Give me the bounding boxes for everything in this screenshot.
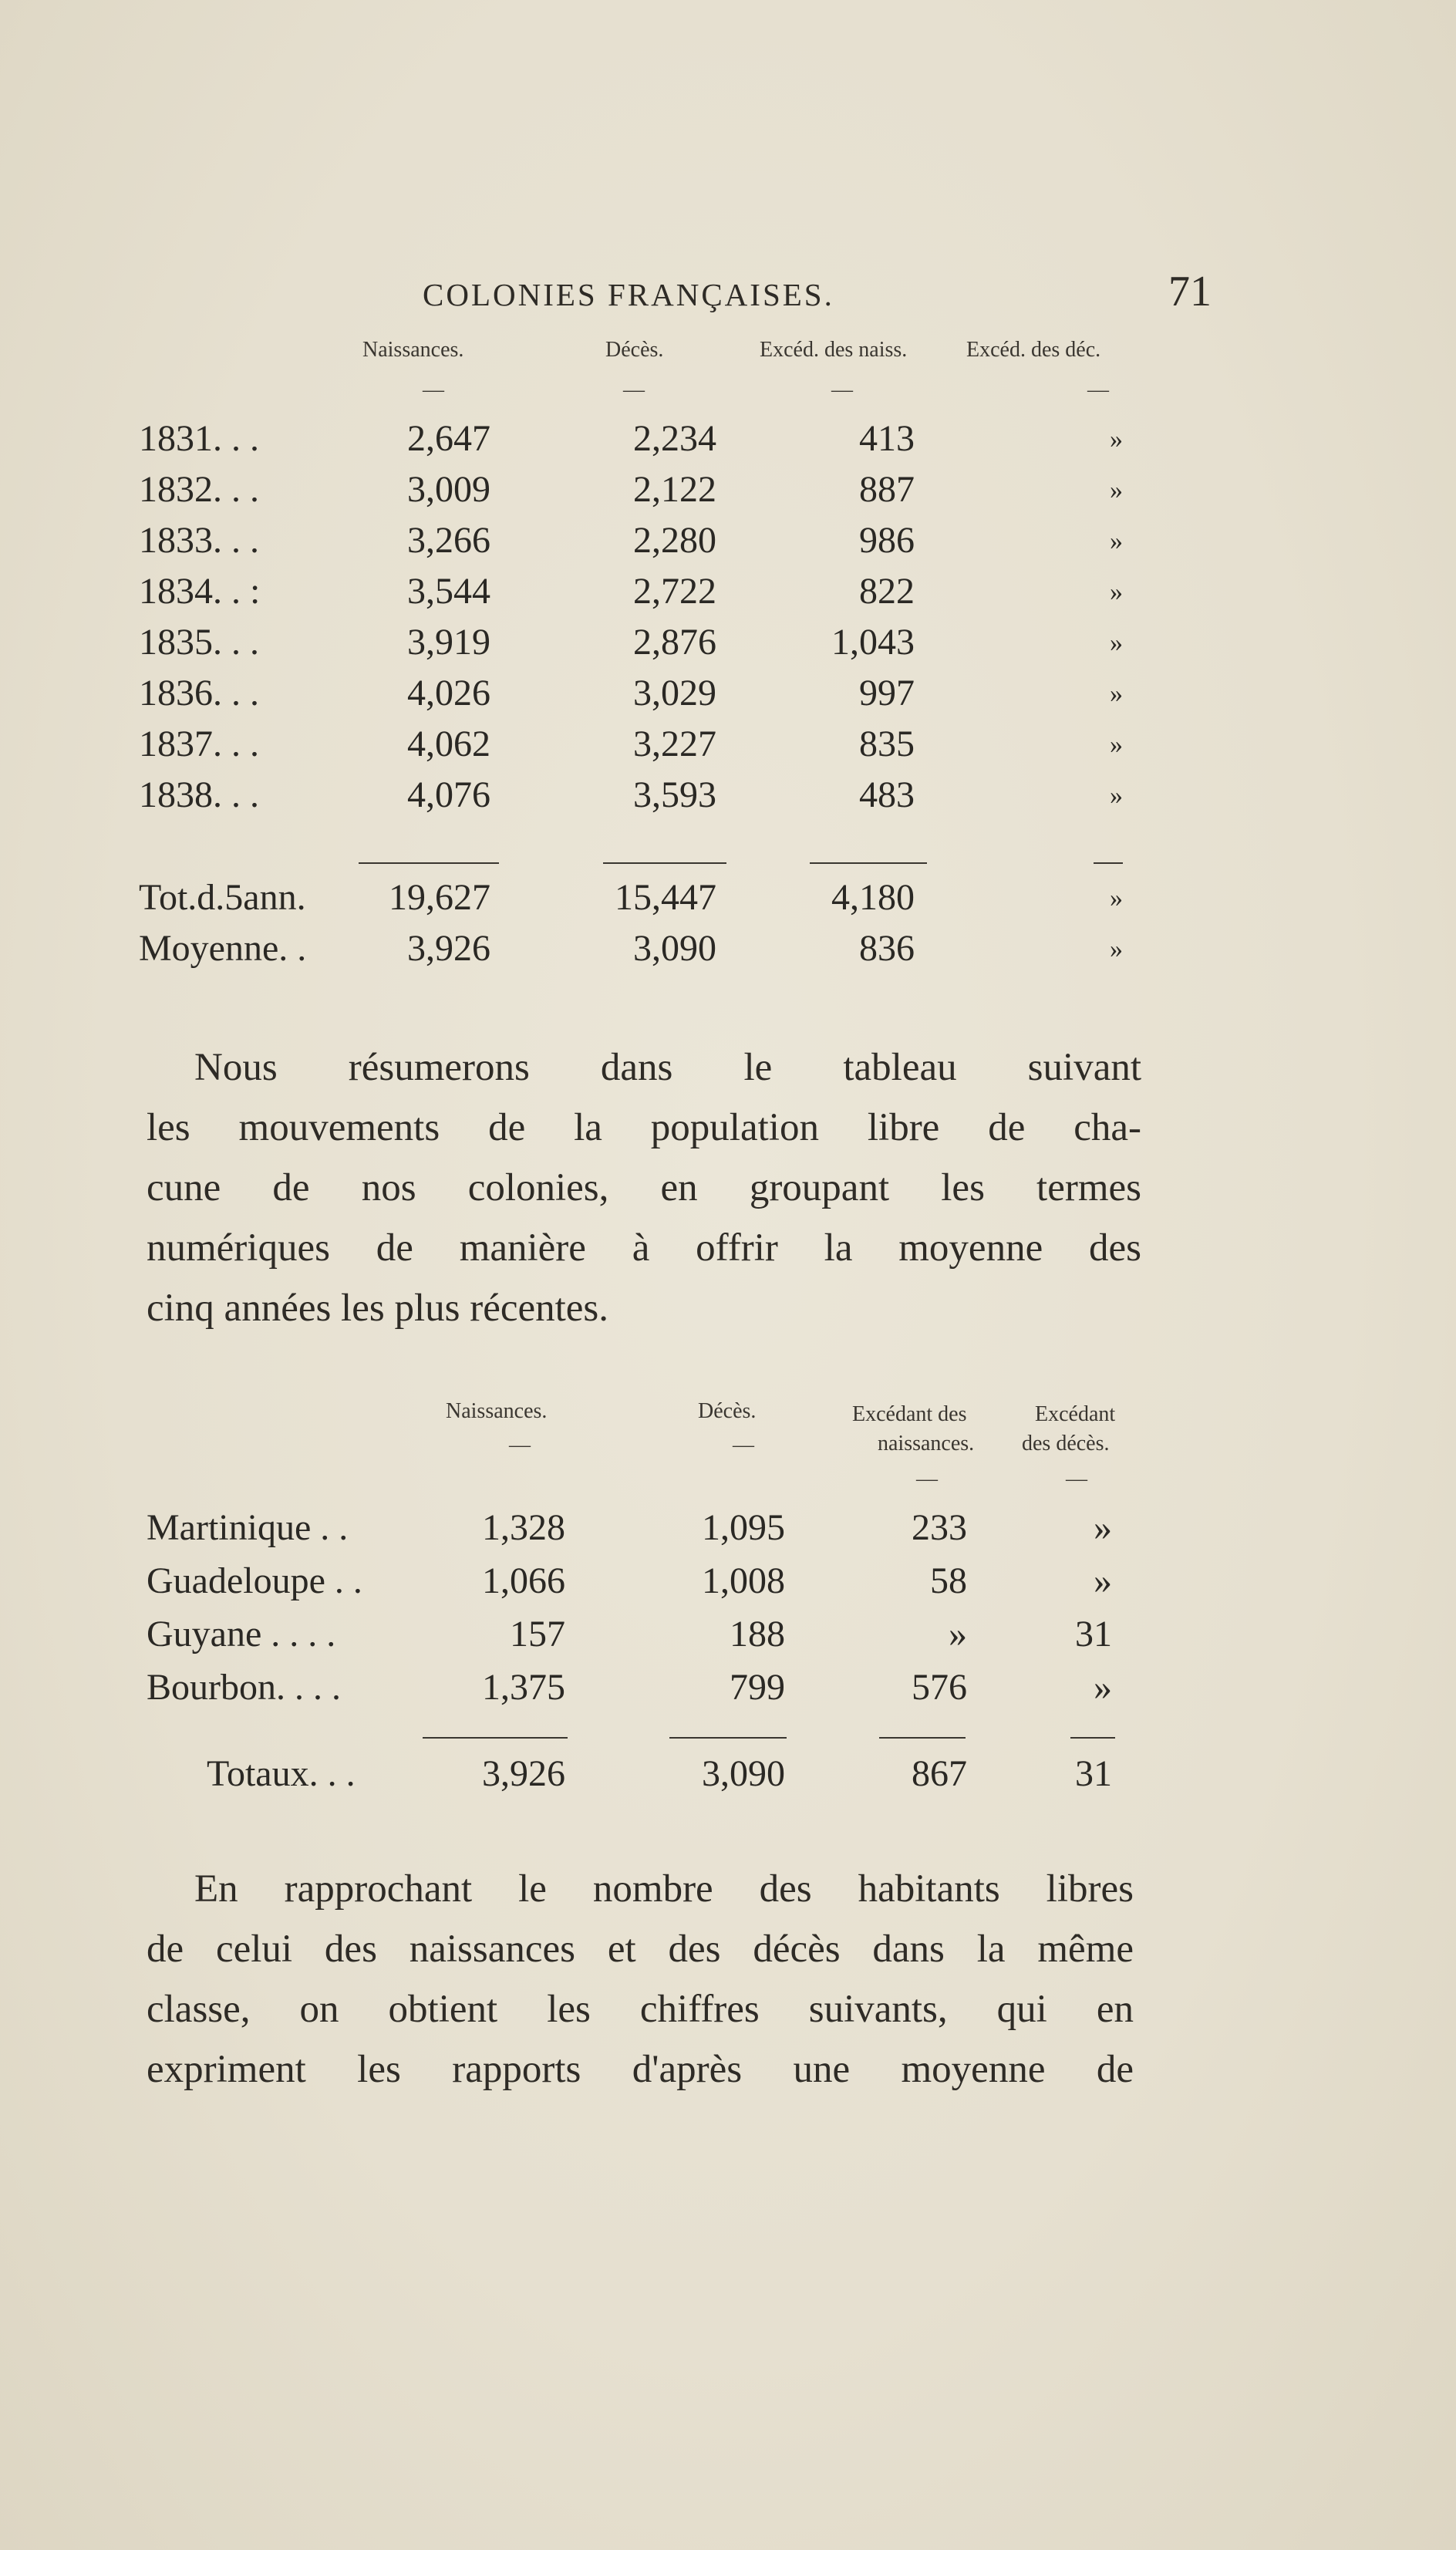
header-excess-deaths: des décès. [1022, 1432, 1110, 1455]
page-number: 71 [1168, 268, 1212, 315]
excess-births-value: 233 [912, 1507, 967, 1548]
row-label: 1836. . . [139, 673, 259, 713]
mean-row [0, 927, 1456, 976]
table-row [0, 468, 1456, 518]
sum-rule [879, 1737, 966, 1739]
header-excess-deaths: Excéd. des déc. [966, 338, 1101, 362]
header-excess-deaths: Excédant [1035, 1402, 1116, 1426]
excess-births-value: 483 [859, 774, 915, 815]
deaths-value: 3,227 [633, 724, 716, 764]
excess-deaths-value: » [1094, 1667, 1112, 1708]
text-line: de celui des naissances et des décès dans la même [147, 1928, 1134, 1971]
excess-deaths-value: » [1110, 680, 1123, 708]
text-line: les mouvements de la population libre de cha- [147, 1106, 1141, 1149]
table-row [0, 1613, 1456, 1662]
text-line: expriment les rapports d'après une moyenne de [147, 2048, 1134, 2091]
births-value: 19,627 [389, 877, 490, 918]
excess-births-value: 4,180 [831, 877, 915, 918]
header-dash: — [509, 1433, 531, 1457]
deaths-value: 3,090 [633, 928, 716, 969]
body-paragraph [147, 1859, 1134, 2100]
deaths-value: 799 [730, 1667, 785, 1708]
table-row [0, 672, 1456, 721]
header-deaths: Décès. [605, 338, 664, 362]
excess-births-value: 822 [859, 571, 915, 612]
deaths-value: 2,722 [633, 571, 716, 612]
sum-rule [359, 862, 499, 864]
deaths-value: 3,593 [633, 774, 716, 815]
text-line: cune de nos colonies, en groupant les termes [147, 1166, 1141, 1209]
excess-deaths-value: » [1110, 629, 1123, 657]
sum-rule [810, 862, 927, 864]
row-label: Guadeloupe . . [147, 1560, 362, 1601]
row-label: 1832. . . [139, 469, 259, 510]
excess-births-value: 986 [859, 520, 915, 561]
table-row [0, 723, 1456, 772]
births-value: 3,266 [407, 520, 490, 561]
deaths-value: 1,008 [702, 1560, 785, 1601]
header-excess-births: naissances. [878, 1432, 975, 1455]
excess-deaths-value: » [1110, 527, 1123, 555]
excess-deaths-value: » [1094, 1507, 1112, 1548]
table-row [0, 417, 1456, 467]
excess-births-value: 887 [859, 469, 915, 510]
births-value: 1,375 [482, 1667, 565, 1708]
header-dash: — [831, 378, 853, 402]
text-line: En rapprochant le nombre des habitants libres [194, 1867, 1134, 1911]
births-value: 4,076 [407, 774, 490, 815]
excess-deaths-value: » [1110, 781, 1123, 810]
table-row [0, 570, 1456, 619]
births-value: 3,926 [407, 928, 490, 969]
births-value: 1,328 [482, 1507, 565, 1548]
excess-births-value: 997 [859, 673, 915, 713]
total-row [0, 876, 1456, 926]
excess-births-value: 413 [859, 418, 915, 459]
excess-births-value: 1,043 [831, 622, 915, 663]
table-row [0, 774, 1456, 823]
header-dash: — [423, 378, 444, 402]
row-label: Bourbon. . . . [147, 1667, 341, 1708]
row-label: 1838. . . [139, 774, 259, 815]
deaths-value: 15,447 [615, 877, 716, 918]
row-label: 1835. . . [139, 622, 259, 663]
excess-deaths-value: » [1110, 935, 1123, 963]
table-row [0, 1560, 1456, 1609]
header-dash: — [733, 1433, 754, 1457]
row-label: 1831. . . [139, 418, 259, 459]
running-title: COLONIES FRANÇAISES. [423, 277, 834, 312]
excess-deaths-value: » [1094, 1560, 1112, 1601]
row-label: Tot.d.5ann. [139, 877, 306, 918]
excess-births-value: 835 [859, 724, 915, 764]
table-row [0, 1666, 1456, 1715]
row-label: Moyenne. . [139, 928, 307, 969]
sum-rule [1070, 1737, 1115, 1739]
header-dash: — [623, 378, 645, 402]
deaths-value: 188 [730, 1614, 785, 1654]
excess-deaths-value: » [1110, 425, 1123, 454]
excess-deaths-value: 31 [1075, 1614, 1112, 1654]
excess-births-value: 58 [930, 1560, 967, 1601]
births-value: 3,926 [482, 1753, 565, 1794]
total-row [0, 1752, 1456, 1802]
excess-deaths-value: » [1110, 884, 1123, 912]
text-line: classe, on obtient les chiffres suivants, qui en [147, 1988, 1134, 2031]
births-value: 3,544 [407, 571, 490, 612]
text-line: cinq années les plus récentes. [147, 1287, 609, 1330]
header-excess-births: Excédant des [852, 1402, 967, 1426]
row-label: 1833. . . [139, 520, 259, 561]
births-value: 4,026 [407, 673, 490, 713]
header-dash: — [916, 1467, 938, 1491]
excess-births-value: 576 [912, 1667, 967, 1708]
header-deaths: Décès. [698, 1399, 757, 1423]
row-label: Martinique . . [147, 1507, 349, 1548]
row-label: Totaux. . . [207, 1753, 356, 1794]
sum-rule [1094, 862, 1123, 864]
deaths-value: 3,090 [702, 1753, 785, 1794]
excess-deaths-value: » [1110, 730, 1123, 759]
body-paragraph [147, 1037, 1141, 1338]
births-value: 4,062 [407, 724, 490, 764]
row-label: 1834. . : [139, 571, 261, 612]
deaths-value: 3,029 [633, 673, 716, 713]
births-value: 3,919 [407, 622, 490, 663]
text-line: numériques de manière à offrir la moyenne des [147, 1226, 1141, 1270]
births-value: 2,647 [407, 418, 490, 459]
excess-births-value: 867 [912, 1753, 967, 1794]
row-label: 1837. . . [139, 724, 259, 764]
header-dash: — [1087, 378, 1109, 402]
deaths-value: 2,122 [633, 469, 716, 510]
sum-rule [603, 862, 726, 864]
excess-births-value: » [949, 1614, 967, 1654]
deaths-value: 2,876 [633, 622, 716, 663]
header-births: Naissances. [446, 1399, 548, 1423]
text-line: Nous résumerons dans le tableau suivant [194, 1046, 1141, 1089]
table-row [0, 1506, 1456, 1556]
births-value: 157 [510, 1614, 565, 1654]
excess-deaths-value: 31 [1075, 1753, 1112, 1794]
excess-deaths-value: » [1110, 476, 1123, 504]
sum-rule [669, 1737, 787, 1739]
deaths-value: 2,280 [633, 520, 716, 561]
table-row [0, 621, 1456, 670]
row-label: Guyane . . . . [147, 1614, 336, 1654]
sum-rule [423, 1737, 568, 1739]
header-excess-births: Excéd. des naiss. [760, 338, 908, 362]
deaths-value: 1,095 [702, 1507, 785, 1548]
births-value: 3,009 [407, 469, 490, 510]
excess-deaths-value: » [1110, 578, 1123, 606]
header-births: Naissances. [362, 338, 464, 362]
excess-births-value: 836 [859, 928, 915, 969]
table-row [0, 519, 1456, 568]
deaths-value: 2,234 [633, 418, 716, 459]
header-dash: — [1066, 1467, 1087, 1491]
births-value: 1,066 [482, 1560, 565, 1601]
